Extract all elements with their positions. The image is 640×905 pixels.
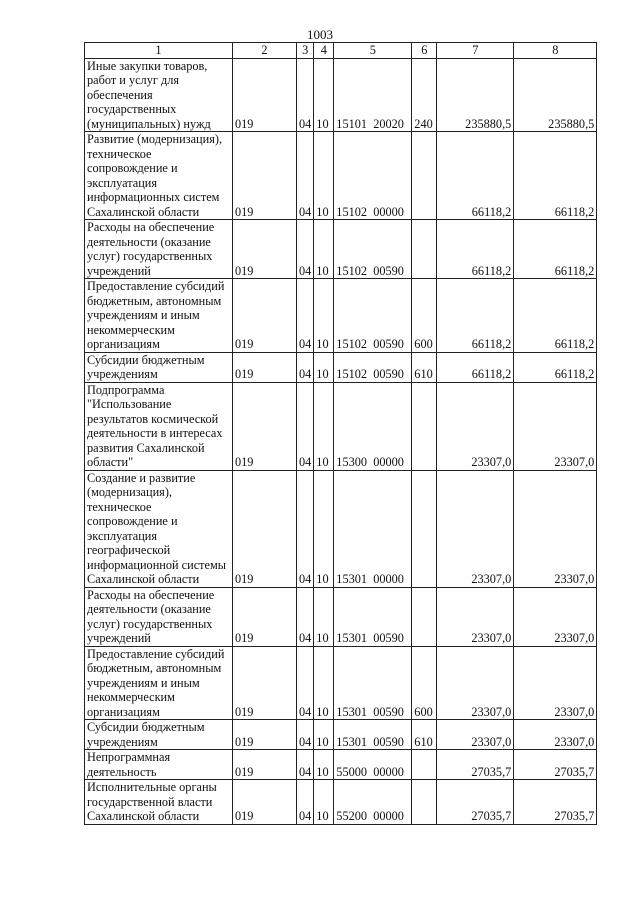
row-description: Субсидии бюджетным учреждениям — [85, 720, 233, 750]
code-subsection: 10 — [314, 470, 334, 587]
code-expense-type — [412, 750, 437, 780]
amount-year-1: 66118,2 — [437, 352, 514, 382]
code-target-article: 15301 00000 — [334, 470, 412, 587]
code-expense-type: 610 — [412, 352, 437, 382]
code-section: 04 — [297, 279, 314, 353]
row-description: Развитие (модернизация), техническое сопровождение и эксплуатация информационных систем Сахалинской области — [85, 132, 233, 220]
code-ministry: 019 — [233, 352, 297, 382]
code-expense-type — [412, 132, 437, 220]
amount-year-1: 27035,7 — [437, 750, 514, 780]
table-row — [85, 470, 597, 587]
amount-year-2: 66118,2 — [514, 132, 597, 220]
code-target-article: 15102 00590 — [334, 352, 412, 382]
column-header: 2 — [233, 43, 297, 59]
code-section: 04 — [297, 470, 314, 587]
column-header: 6 — [412, 43, 437, 59]
code-target-article: 15301 00590 — [334, 720, 412, 750]
table-row — [85, 587, 597, 646]
code-section: 04 — [297, 352, 314, 382]
code-section: 04 — [297, 750, 314, 780]
row-description: Подпрограмма "Использование результатов космической деятельности в интересах развития Сахалинской области" — [85, 382, 233, 470]
code-subsection: 10 — [314, 646, 334, 720]
page-number: 1003 — [307, 27, 333, 42]
amount-year-1: 27035,7 — [437, 780, 514, 825]
code-ministry: 019 — [233, 220, 297, 279]
code-expense-type: 600 — [412, 279, 437, 353]
code-expense-type — [412, 780, 437, 825]
code-target-article: 15101 20020 — [334, 58, 412, 132]
amount-year-2: 66118,2 — [514, 352, 597, 382]
code-ministry: 019 — [233, 58, 297, 132]
row-description: Субсидии бюджетным учреждениям — [85, 352, 233, 382]
amount-year-1: 23307,0 — [437, 720, 514, 750]
column-header: 3 — [297, 43, 314, 59]
amount-year-1: 66118,2 — [437, 132, 514, 220]
code-target-article: 15102 00000 — [334, 132, 412, 220]
code-ministry: 019 — [233, 382, 297, 470]
code-section: 04 — [297, 587, 314, 646]
code-subsection: 10 — [314, 352, 334, 382]
amount-year-2: 235880,5 — [514, 58, 597, 132]
header-row — [85, 43, 597, 59]
amount-year-1: 23307,0 — [437, 587, 514, 646]
table-row — [85, 279, 597, 353]
table-row — [85, 352, 597, 382]
code-expense-type — [412, 587, 437, 646]
table-row — [85, 720, 597, 750]
code-expense-type: 600 — [412, 646, 437, 720]
amount-year-2: 23307,0 — [514, 470, 597, 587]
code-subsection: 10 — [314, 587, 334, 646]
code-target-article: 15301 00590 — [334, 587, 412, 646]
budget-table — [84, 42, 597, 825]
table-row — [85, 780, 597, 825]
column-header: 7 — [437, 43, 514, 59]
amount-year-2: 27035,7 — [514, 750, 597, 780]
amount-year-1: 66118,2 — [437, 220, 514, 279]
amount-year-1: 235880,5 — [437, 58, 514, 132]
table-row — [85, 58, 597, 132]
code-section: 04 — [297, 58, 314, 132]
amount-year-2: 23307,0 — [514, 587, 597, 646]
row-description: Исполнительные органы государственной власти Сахалинской области — [85, 780, 233, 825]
amount-year-1: 66118,2 — [437, 279, 514, 353]
code-target-article: 15102 00590 — [334, 220, 412, 279]
table-row — [85, 750, 597, 780]
table-row — [85, 646, 597, 720]
code-expense-type — [412, 220, 437, 279]
amount-year-1: 23307,0 — [437, 382, 514, 470]
code-expense-type — [412, 382, 437, 470]
amount-year-2: 23307,0 — [514, 646, 597, 720]
code-ministry: 019 — [233, 750, 297, 780]
code-subsection: 10 — [314, 382, 334, 470]
amount-year-1: 23307,0 — [437, 646, 514, 720]
code-section: 04 — [297, 780, 314, 825]
code-ministry: 019 — [233, 780, 297, 825]
row-description: Иные закупки товаров, работ и услуг для обеспечения государственных (муниципальных) нужд — [85, 58, 233, 132]
code-ministry: 019 — [233, 720, 297, 750]
row-description: Предоставление субсидий бюджетным, автономным учреждениям и иным некоммерческим организациям — [85, 646, 233, 720]
code-target-article: 15300 00000 — [334, 382, 412, 470]
table-row — [85, 220, 597, 279]
row-description: Расходы на обеспечение деятельности (оказание услуг) государственных учреждений — [85, 220, 233, 279]
amount-year-2: 27035,7 — [514, 780, 597, 825]
code-section: 04 — [297, 720, 314, 750]
code-target-article: 15301 00590 — [334, 646, 412, 720]
code-target-article: 15102 00590 — [334, 279, 412, 353]
code-subsection: 10 — [314, 220, 334, 279]
column-header: 1 — [85, 43, 233, 59]
row-description: Создание и развитие (модернизация), техническое сопровождение и эксплуатация географической информационной системы Сахалинской области — [85, 470, 233, 587]
code-expense-type — [412, 470, 437, 587]
code-expense-type: 240 — [412, 58, 437, 132]
table-row — [85, 382, 597, 470]
code-ministry: 019 — [233, 132, 297, 220]
code-target-article: 55000 00000 — [334, 750, 412, 780]
amount-year-2: 66118,2 — [514, 279, 597, 353]
code-subsection: 10 — [314, 720, 334, 750]
code-expense-type: 610 — [412, 720, 437, 750]
code-section: 04 — [297, 220, 314, 279]
amount-year-2: 66118,2 — [514, 220, 597, 279]
code-target-article: 55200 00000 — [334, 780, 412, 825]
code-ministry: 019 — [233, 646, 297, 720]
row-description: Предоставление субсидий бюджетным, автономным учреждениям и иным некоммерческим организациям — [85, 279, 233, 353]
code-subsection: 10 — [314, 780, 334, 825]
code-subsection: 10 — [314, 750, 334, 780]
code-subsection: 10 — [314, 132, 334, 220]
amount-year-2: 23307,0 — [514, 382, 597, 470]
row-description: Непрограммная деятельность — [85, 750, 233, 780]
code-section: 04 — [297, 646, 314, 720]
code-section: 04 — [297, 382, 314, 470]
row-description: Расходы на обеспечение деятельности (оказание услуг) государственных учреждений — [85, 587, 233, 646]
code-ministry: 019 — [233, 279, 297, 353]
code-subsection: 10 — [314, 279, 334, 353]
column-header: 4 — [314, 43, 334, 59]
code-ministry: 019 — [233, 470, 297, 587]
amount-year-2: 23307,0 — [514, 720, 597, 750]
column-header: 5 — [334, 43, 412, 59]
code-subsection: 10 — [314, 58, 334, 132]
table-body — [85, 58, 597, 824]
column-header: 8 — [514, 43, 597, 59]
code-section: 04 — [297, 132, 314, 220]
code-ministry: 019 — [233, 587, 297, 646]
amount-year-1: 23307,0 — [437, 470, 514, 587]
table-row — [85, 132, 597, 220]
